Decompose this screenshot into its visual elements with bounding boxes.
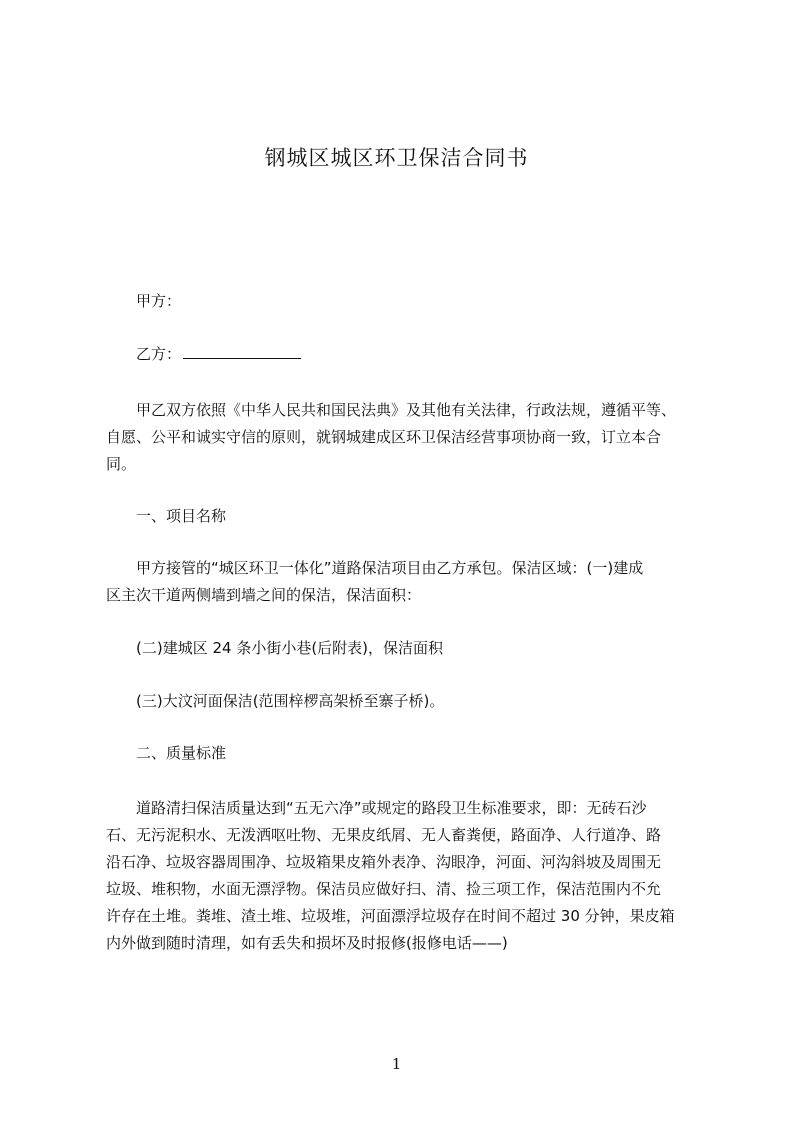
section2-para-line-6: 内外做到随时清理，如有丢失和损坏及时报修(报修电话——) [106, 934, 508, 952]
section1-para-line-1: 甲方接管的“城区环卫一体化”道路保洁项目由乙方承包。保洁区域：(一)建成 [136, 559, 644, 577]
section1-item-2: (二)建城区 24 条小街小巷(后附表)，保洁面积 [136, 639, 444, 657]
section2-para-line-5: 许存在土堆。粪堆、渣土堆、垃圾堆，河面漂浮垃圾存在时间不超过 30 分钟，果皮箱 [106, 907, 675, 925]
party-a-line [136, 288, 706, 314]
intro-line-2: 自愿、公平和诚实守信的原则，就钢城建成区环卫保洁经营事项协商一致，订立本合 [106, 428, 662, 446]
section2-para-line-3: 沿石净、垃圾容器周围净、垃圾箱果皮箱外表净、沟眼净，河面、河沟斜坡及周围无 [106, 853, 662, 871]
party-b-line [136, 341, 706, 367]
section1-heading: 一、项目名称 [136, 507, 227, 525]
section2-para-line-4: 垃圾、堆积物，水面无漂浮物。保洁员应做好扫、清、捡三项工作，保洁范围内不允 [106, 880, 662, 898]
party-b-label: 乙方： [136, 345, 182, 363]
section1-item-3: (三)大汶河面保洁(范围梓椤高架桥至寨子桥)。 [136, 692, 445, 710]
intro-line-3: 同。 [106, 455, 137, 473]
intro-line-1: 甲乙双方依照《中华人民共和国民法典》及其他有关法律，行政法规，遵循平等、 [136, 401, 677, 419]
party-a-label: 甲方： [136, 292, 182, 310]
section2-para-line-1: 道路清扫保洁质量达到“五无六净”或规定的路段卫生标准要求，即：无砖石沙 [136, 799, 647, 817]
section2-para-line-2: 石、无污泥积水、无泼洒呕吐物、无果皮纸屑、无人畜粪便，路面净、人行道净、路 [106, 826, 662, 844]
section1-para-line-2: 区主次干道两侧墙到墙之间的保洁，保洁面积： [106, 586, 422, 604]
document-title: 钢城区城区环卫保洁合同书 [264, 146, 529, 170]
party-b-blank [183, 343, 301, 359]
page-number: 1 [391, 1055, 402, 1073]
section2-heading: 二、质量标准 [136, 744, 227, 762]
